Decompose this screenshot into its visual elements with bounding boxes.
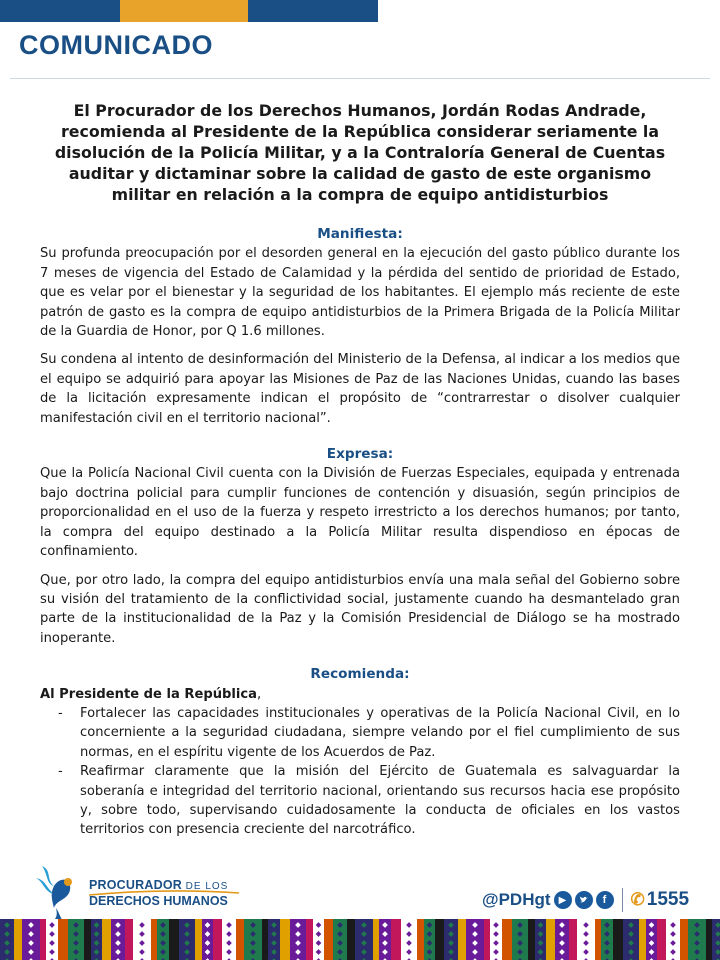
textile-stripe bbox=[213, 919, 222, 960]
textile-stripe bbox=[569, 919, 577, 960]
textile-stripe bbox=[40, 919, 46, 960]
textile-stripe bbox=[680, 919, 688, 960]
addressee-name: Al Presidente de la República bbox=[40, 686, 257, 702]
logo-text-de-los: DE LOS bbox=[185, 881, 229, 892]
textile-stripe bbox=[528, 919, 535, 960]
textile-stripe bbox=[306, 919, 313, 960]
textile-stripe bbox=[58, 919, 68, 960]
textile-stripe bbox=[84, 919, 91, 960]
page-title: COMUNICADO bbox=[19, 30, 213, 60]
textile-band bbox=[0, 919, 720, 960]
textile-stripe bbox=[391, 919, 401, 960]
textile-stripe bbox=[169, 919, 179, 960]
textile-stripe bbox=[657, 919, 666, 960]
textile-stripe bbox=[125, 919, 133, 960]
textile-stripe bbox=[706, 919, 712, 960]
textile-stripe bbox=[435, 919, 444, 960]
top-color-bar bbox=[0, 0, 720, 22]
logo-text-line2: DERECHOS HUMANOS bbox=[89, 894, 228, 908]
paragraph: Que, por otro lado, la compra del equipo antidisturbios envía una mala señal del Gobierno sobre su visión del tratamiento de la conflictividad social, justamente cuando ha desmantelado gran parte de la institucionalidad de la Paz y la Comisión Presidencial de Diálogo se ha mostrado inoperante. bbox=[40, 572, 680, 646]
twitter-icon[interactable] bbox=[575, 891, 593, 909]
phone-number[interactable] bbox=[631, 889, 690, 911]
textile-stripe bbox=[613, 919, 623, 960]
paragraph: Su profunda preocupación por el desorden general en la ejecución del gasto público durante los 7 meses de vigencia del Estado de Calamidad y la pérdida del sentido de prioridad de Estado, que es velar por el bienestar y la seguridad de los habitantes. El ejemplo más reciente de este patrón de gasto es la compra de equipo antidisturbios de la Primera Brigada de la Policía Militar de la Guardia de Honor, por Q 1.6 millones. bbox=[40, 246, 680, 340]
textile-stripe bbox=[458, 919, 466, 960]
document-body bbox=[40, 225, 680, 840]
headline: El Procurador de los Derechos Humanos, Jordán Rodas Andrade, recomienda al Presidente de la República considerar seriamente la disolución de la Policía Militar, y a la Contraloría General de Cuentas auditar y dictaminar sobre la calidad de gasto de este organismo militar en relación a la compra de equipo antidisturbios bbox=[54, 101, 666, 204]
top-bar-segment bbox=[120, 0, 248, 22]
textile-stripe bbox=[347, 919, 355, 960]
textile-stripe bbox=[595, 919, 601, 960]
header-divider bbox=[10, 78, 710, 79]
textile-stripe bbox=[324, 919, 333, 960]
paragraph: Que la Policía Nacional Civil cuenta con la División de Fuerzas Especiales, equipada y entrenada bajo doctrina policial para cumplir funciones de contención y disuasión, según principios de proporcionalidad en el uso de la fuerza y respeto irrestricto a los derechos humanos; por tanto, la compra del equipo destinado a la Policía Militar resulta dispendioso en épocas de confinamiento. bbox=[40, 466, 680, 560]
logo-text-procurador: PROCURADOR bbox=[89, 878, 182, 892]
textile-stripe bbox=[373, 919, 379, 960]
textile-stripe bbox=[195, 919, 202, 960]
phone-number-text: 1555 bbox=[646, 889, 690, 910]
top-bar-segment bbox=[0, 0, 120, 22]
section-heading-manifiesta: Manifiesta: bbox=[317, 226, 403, 242]
bullet-text: Reafirmar claramente que la misión del Ejército de Guatemala es salvaguardar la soberanía e integridad del territorio nacional, orientando sus recursos hacia ese propósito y, sobre todo, supervisando cuidadosamente la conducta de oficiales en los vastos territorios con presencia creciente del narcotráfico. bbox=[80, 764, 680, 838]
phone-icon: ✆ bbox=[630, 890, 645, 909]
divider bbox=[622, 888, 623, 912]
bullet-text: Fortalecer las capacidades institucionales y operativas de la Policía Nacional Civil, en lo concerniente a la seguridad ciudadana, siempre velando por el fiel cumplimiento de sus normas, en el espíritu vigente de los Acuerdos de Paz. bbox=[80, 705, 680, 760]
addressee-suffix: , bbox=[256, 686, 262, 702]
textile-stripe bbox=[639, 919, 646, 960]
textile-stripe bbox=[14, 919, 22, 960]
textile-stripe bbox=[262, 919, 268, 960]
top-bar-segment bbox=[248, 0, 378, 22]
social-bar bbox=[482, 888, 689, 912]
textile-stripe bbox=[102, 919, 111, 960]
textile-stripe bbox=[236, 919, 244, 960]
section-heading-expresa: Expresa: bbox=[326, 446, 394, 463]
top-bar-segment bbox=[378, 0, 720, 22]
youtube-icon[interactable]: ▶ bbox=[554, 891, 572, 909]
bullet-dash: - bbox=[58, 764, 63, 780]
bullet-dash: - bbox=[58, 705, 63, 721]
facebook-icon[interactable]: f bbox=[596, 891, 614, 909]
textile-stripe bbox=[280, 919, 290, 960]
section-heading-recomienda: Recomienda: bbox=[310, 666, 410, 683]
textile-stripe bbox=[502, 919, 512, 960]
header bbox=[0, 22, 720, 84]
textile-stripe bbox=[484, 919, 490, 960]
social-handle[interactable]: @PDHgt bbox=[482, 890, 551, 909]
addressee bbox=[40, 685, 680, 704]
textile-stripe bbox=[417, 919, 424, 960]
list-item bbox=[40, 762, 680, 840]
paragraph: Su condena al intento de desinformación del Ministerio de la Defensa, al indicar a los medios que el equipo se adquirió para apoyar las Misiones de Paz de las Naciones Unidas, cuando las bases de la licitación expresamente indican el propósito de “contrarrestar o disolver cualquier manifestación civil en el territorio nacional”. bbox=[40, 352, 680, 426]
list-item bbox=[40, 704, 680, 762]
textile-stripe bbox=[151, 919, 157, 960]
textile-stripe bbox=[546, 919, 555, 960]
